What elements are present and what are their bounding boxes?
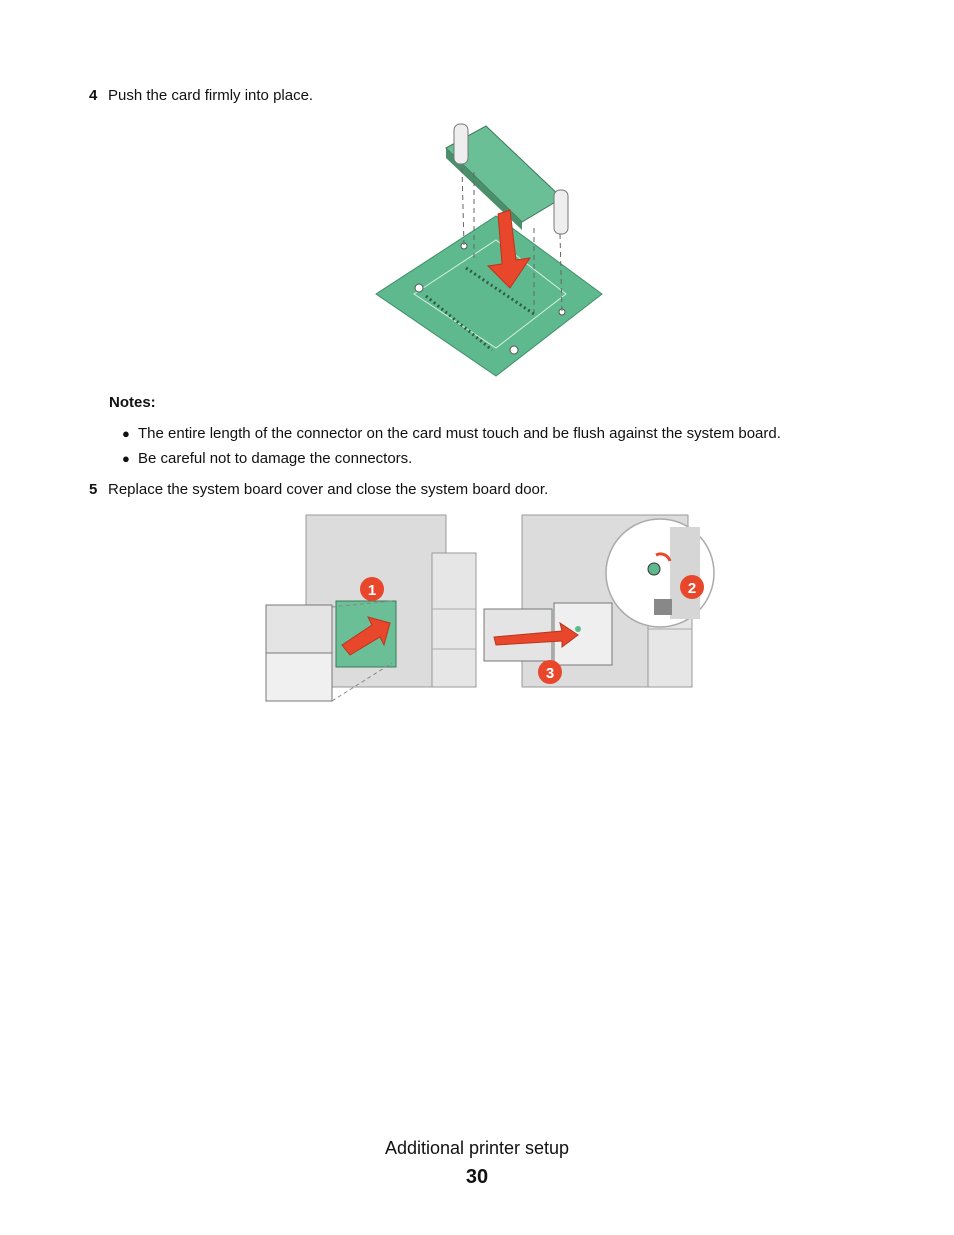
note-text: Be careful not to damage the connectors. [138, 450, 413, 467]
system-board [376, 216, 602, 376]
callout-3: 3 [545, 665, 555, 682]
page-number: 30 [465, 1166, 489, 1188]
card-install-illustration [374, 118, 606, 380]
callout-2: 2 [687, 580, 697, 597]
printer-right [484, 515, 714, 687]
step-text: Push the card firmly into place. [108, 87, 314, 104]
notes-title: Notes: [109, 394, 156, 411]
step-number: 5 [89, 481, 98, 498]
bullet-icon: ● [122, 451, 130, 466]
bullet-icon: ● [122, 426, 130, 441]
note-text: The entire length of the connector on the card must touch and be flush against the system board. [138, 425, 781, 442]
note-item [122, 450, 412, 467]
printer-left [266, 515, 476, 701]
step-5 [89, 481, 548, 498]
callout-1: 1 [367, 582, 377, 599]
step-number: 4 [89, 87, 98, 104]
cover-replace-illustration [262, 513, 718, 705]
note-item [122, 425, 781, 442]
step-text: Replace the system board cover and close the system board door. [108, 481, 549, 498]
footer-section-title: Additional printer setup [384, 1138, 570, 1158]
step-4 [89, 87, 313, 104]
